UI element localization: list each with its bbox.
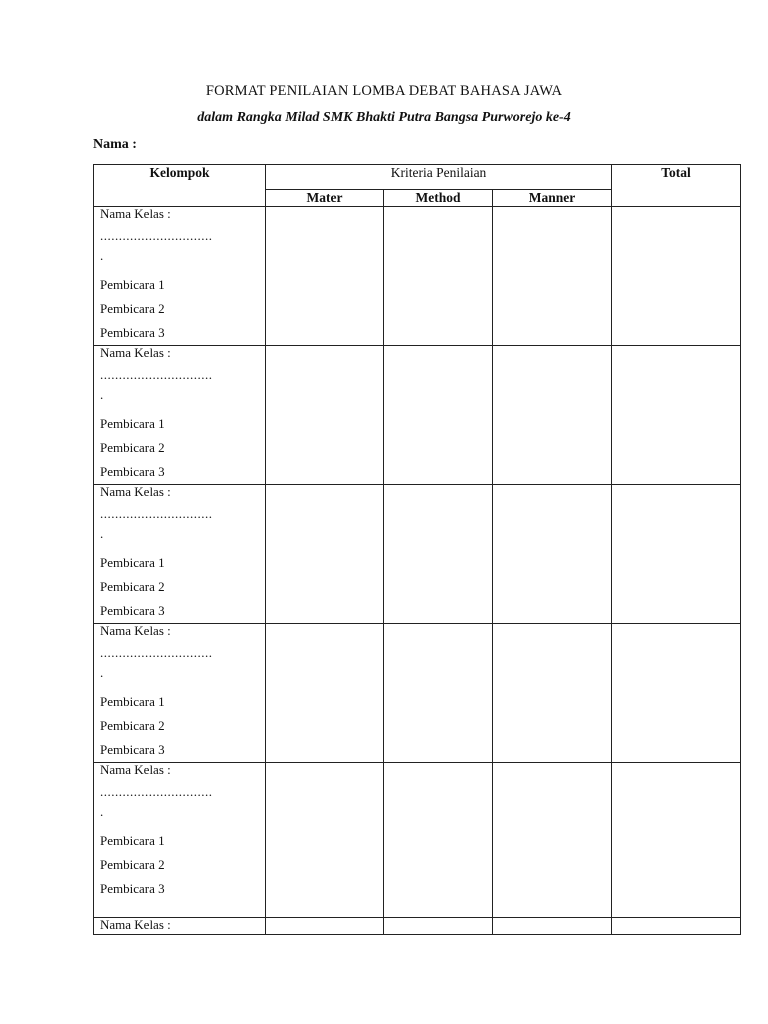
header-total: Total	[612, 165, 741, 207]
table-row	[94, 918, 741, 935]
mater-score-cell[interactable]	[266, 624, 384, 763]
mater-score-cell[interactable]	[266, 346, 384, 485]
group-cell	[94, 763, 266, 918]
kelas-dots: ..............................	[100, 506, 213, 521]
mater-score-cell[interactable]	[266, 763, 384, 918]
speaker-label: Pembicara 2	[100, 718, 165, 733]
document-subtitle: dalam Rangka Milad SMK Bhakti Putra Bangsa Purworejo ke-4	[197, 110, 571, 125]
speaker-label: Pembicara 1	[100, 833, 165, 848]
total-score-cell[interactable]	[612, 346, 741, 485]
table-row	[94, 624, 741, 763]
table-row	[94, 207, 741, 346]
speaker-label: Pembicara 3	[100, 325, 165, 340]
kelas-dots: ..............................	[100, 784, 213, 799]
manner-score-cell[interactable]	[493, 763, 612, 918]
group-cell	[94, 346, 266, 485]
kelas-dots: ..............................	[100, 367, 213, 382]
speaker-label: Pembicara 3	[100, 742, 165, 757]
kelas-label: Nama Kelas :	[100, 763, 171, 777]
speaker-label: Pembicara 2	[100, 857, 165, 872]
total-score-cell[interactable]	[612, 207, 741, 346]
group-cell	[94, 207, 266, 346]
table-row	[94, 763, 741, 918]
speaker-label: Pembicara 1	[100, 416, 165, 431]
header-mater: Mater	[266, 190, 384, 207]
header-method: Method	[384, 190, 493, 207]
kelas-label: Nama Kelas :	[100, 346, 171, 360]
total-score-cell[interactable]	[612, 763, 741, 918]
kelas-dots: ..............................	[100, 228, 213, 243]
header-kriteria: Kriteria Penilaian	[266, 165, 612, 190]
speaker-label: Pembicara 1	[100, 277, 165, 292]
kelas-label: Nama Kelas :	[100, 207, 171, 221]
speaker-label: Pembicara 1	[100, 694, 165, 709]
mater-score-cell[interactable]	[266, 485, 384, 624]
kelas-label: Nama Kelas :	[100, 485, 171, 499]
kelas-dot: .	[100, 804, 104, 819]
speaker-label: Pembicara 2	[100, 301, 165, 316]
method-score-cell[interactable]	[384, 207, 493, 346]
speaker-label: Pembicara 3	[100, 464, 165, 479]
kelas-dot: .	[100, 526, 104, 541]
total-score-cell[interactable]	[612, 624, 741, 763]
document-title: FORMAT PENILAIAN LOMBA DEBAT BAHASA JAWA	[205, 83, 563, 99]
group-cell	[94, 624, 266, 763]
manner-score-cell[interactable]	[493, 624, 612, 763]
header-kelompok: Kelompok	[94, 165, 266, 207]
group-cell	[94, 918, 266, 935]
kelas-label: Nama Kelas :	[100, 917, 171, 932]
name-label: Nama :	[93, 137, 137, 152]
manner-score-cell[interactable]	[493, 485, 612, 624]
kelas-label: Nama Kelas :	[100, 624, 171, 638]
manner-score-cell[interactable]	[493, 346, 612, 485]
speaker-label: Pembicara 2	[100, 579, 165, 594]
method-score-cell[interactable]	[384, 918, 493, 935]
method-score-cell[interactable]	[384, 485, 493, 624]
kelas-dot: .	[100, 248, 104, 263]
header-manner: Manner	[493, 190, 612, 207]
table-row	[94, 485, 741, 624]
method-score-cell[interactable]	[384, 624, 493, 763]
mater-score-cell[interactable]	[266, 207, 384, 346]
speaker-label: Pembicara 3	[100, 603, 165, 618]
speaker-label: Pembicara 1	[100, 555, 165, 570]
speaker-label: Pembicara 2	[100, 440, 165, 455]
manner-score-cell[interactable]	[493, 918, 612, 935]
manner-score-cell[interactable]	[493, 207, 612, 346]
total-score-cell[interactable]	[612, 485, 741, 624]
method-score-cell[interactable]	[384, 346, 493, 485]
kelas-dot: .	[100, 665, 104, 680]
method-score-cell[interactable]	[384, 763, 493, 918]
scoring-table	[93, 164, 741, 935]
table-row	[94, 346, 741, 485]
speaker-label: Pembicara 3	[100, 881, 165, 896]
group-cell	[94, 485, 266, 624]
kelas-dot: .	[100, 387, 104, 402]
total-score-cell[interactable]	[612, 918, 741, 935]
kelas-dots: ..............................	[100, 645, 213, 660]
mater-score-cell[interactable]	[266, 918, 384, 935]
